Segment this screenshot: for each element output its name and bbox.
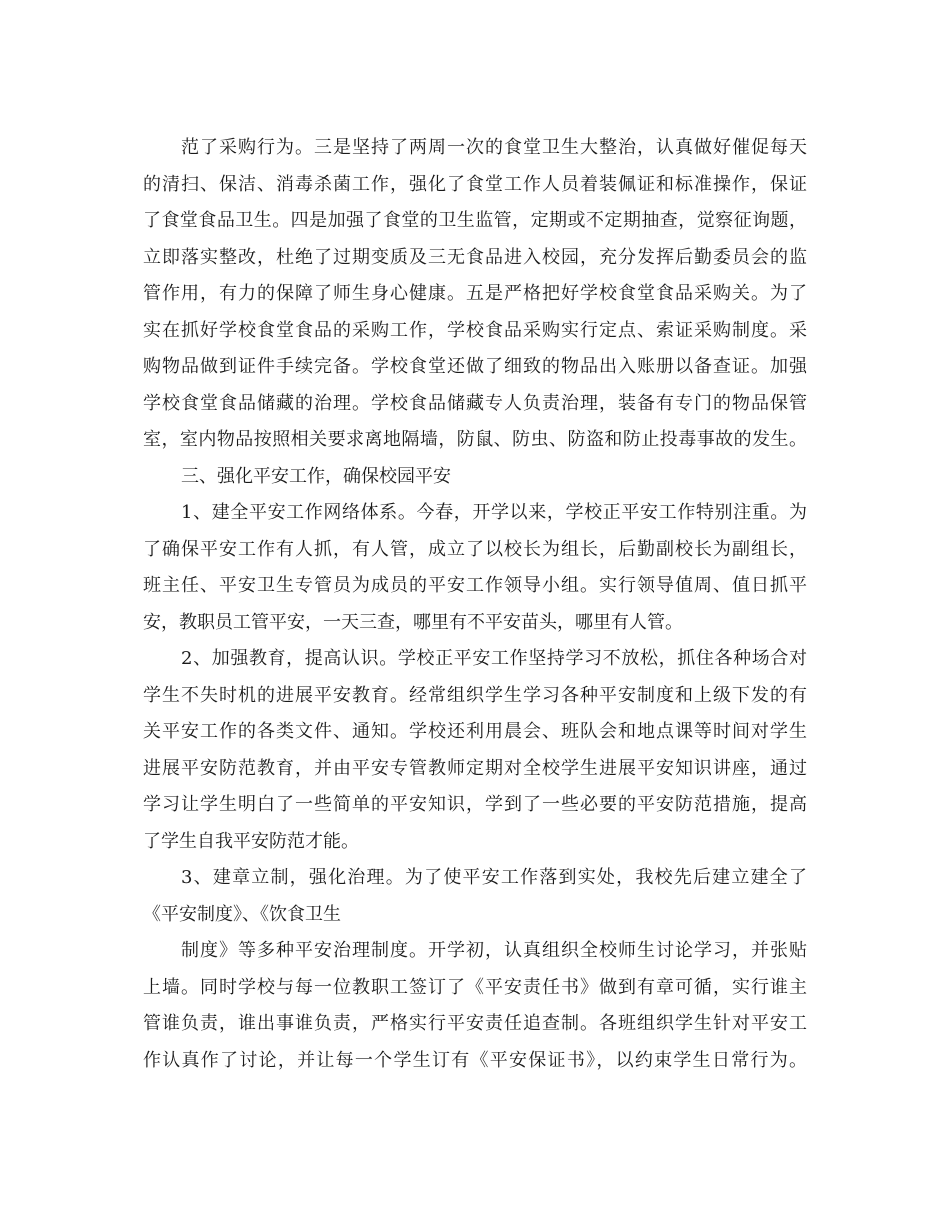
text-line: 安，教职员工管平安，一天三查，哪里有不平安苗头，哪里有人管。 [143, 611, 683, 633]
text-line: 了确保平安工作有人抓，有人管，成立了以校长为组长，后勤副校长为副组长， [143, 538, 807, 560]
text-line: 学生不失时机的进展平安教育。经常组织学生学习各种平安制度和上级下发的有 [143, 684, 807, 706]
text-line: 关平安工作的各类文件、通知。学校还利用晨会、班队会和地点课等时间对学生 [143, 721, 807, 742]
text-line: 3、建章立制，强化治理。为了使平安工作落到实处，我校先后建立建全了 [181, 867, 807, 888]
text-line: 管谁负责，谁出事谁负责，严格实行平安责任追查制。各班组织学生针对平安工 [143, 1013, 807, 1034]
text-line: 学习让学生明白了一些简单的平安知识，学到了一些必要的平安防范措施，提高 [143, 794, 807, 815]
text-line: 班主任、平安卫生专管员为成员的平安工作领导小组。实行领导值周、值日抓平 [143, 575, 807, 596]
text-line: 制度》等多种平安治理制度。开学初，认真组织全校师生讨论学习，并张贴 [181, 940, 807, 961]
text-line: 2、加强教育，提高认识。学校正平安工作坚持学习不放松，抓住各种场合对 [181, 648, 807, 669]
text-line: 进展平安防范教育，并由平安专管教师定期对全校学生进展平安知识讲座，通过 [143, 757, 807, 779]
text-line: 三、强化平安工作，确保校园平安 [181, 465, 451, 487]
text-line: 室，室内物品按照相关要求离地隔墙，防鼠、防虫、防盗和防止投毒事故的发生。 [143, 429, 807, 450]
text-line: 了食堂食品卫生。四是加强了食堂的卫生监管，定期或不定期抽查，觉察征询题， [143, 210, 807, 231]
text-line: 了学生自我平安防范才能。 [143, 830, 359, 852]
text-line: 作认真作了讨论，并让每一个学生订有《平安保证书》，以约束学生日常行为。 [143, 1049, 807, 1071]
text-line: 《平安制度》、《饮食卫生 [143, 903, 341, 925]
text-line: 学校食堂食品储藏的治理。学校食品储藏专人负责治理，装备有专门的物品保管 [143, 392, 807, 414]
text-line: 范了采购行为。三是坚持了两周一次的食堂卫生大整治，认真做好催促每天 [181, 137, 807, 158]
text-line: 1、建全平安工作网络体系。今春，开学以来，学校正平安工作特别注重。为 [181, 502, 807, 523]
body-text [143, 130, 807, 1079]
text-line: 管作用，有力的保障了师生身心健康。五是严格把好学校食堂食品采购关。为了 [143, 283, 807, 304]
text-line: 实在抓好学校食堂食品的采购工作，学校食品采购实行定点、索证采购制度。采 [143, 319, 807, 341]
text-line: 上墙。同时学校与每一位教职工签订了《平安责任书》做到有章可循，实行谁主 [143, 976, 807, 998]
text-line: 的清扫、保洁、消毒杀菌工作，强化了食堂工作人员着装佩证和标准操作，保证 [143, 173, 807, 195]
text-line: 购物品做到证件手续完备。学校食堂还做了细致的物品出入账册以备查证。加强 [143, 356, 807, 377]
text-line: 立即落实整改，杜绝了过期变质及三无食品进入校园，充分发挥后勤委员会的监 [143, 246, 807, 268]
